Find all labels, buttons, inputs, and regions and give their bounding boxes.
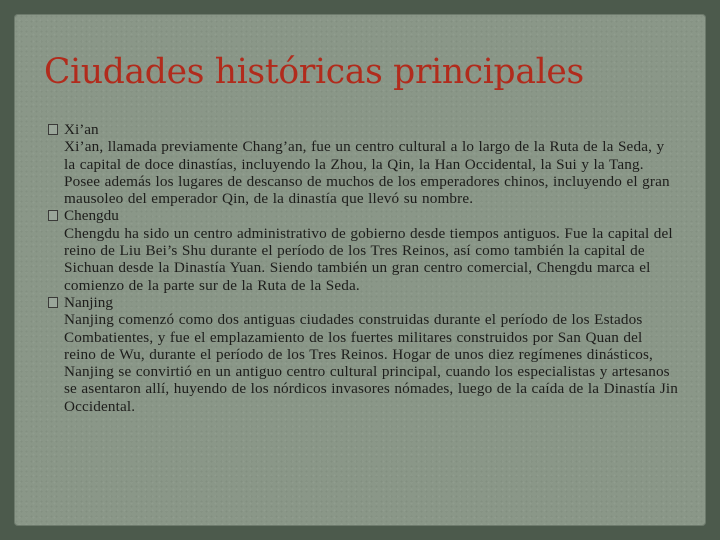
item-text: Chengdu ha sido un centro administrativo de gobierno desde tiempos antiguos. Fue la capital del reino de Liu Bei’s Shu durante el período de los Tres Reinos, así como también la capital de Sichuan desde la Dinastía Yuan. Siendo también un gran centro comercial, Chengdu marca el comienzo de la parte sur de la Ruta de la Seda. (64, 224, 673, 294)
bullet-list (48, 121, 678, 415)
item-heading: Xi’an (64, 121, 99, 138)
list-item-chengdu (48, 207, 678, 293)
square-bullet-icon (48, 124, 58, 135)
square-bullet-icon (48, 210, 58, 221)
item-heading: Nanjing (64, 293, 113, 311)
item-text: Xi’an, llamada previamente Chang’an, fue un centro cultural a lo largo de la Ruta de la Seda, y la capital de doce dinastías, incluyendo la Zhou, la Qin, la Han Occidental, la Sui y la Tang. Posee además los lugares de descanso de muchos de los emperadores chinos, incluyendo el gran mausoleo del emperador Qin, de la dinastía que llevó su nombre. (64, 138, 670, 208)
list-item-xian (48, 121, 678, 207)
slide-title: Ciudades históricas principales (44, 52, 584, 92)
item-text: Nanjing comenzó como dos antiguas ciudades construidas durante el período de los Estados Combatientes, y fue el emplazamiento de los fuertes militares construidos por San Quan del reino de Wu, durante el período de los Tres Reinos. Hogar de unos diez regímenes dinásticos, Nanjing se convirtió en un antiguo centro cultural principal, cuando los especialistas y artesanos se asentaron allí, huyendo de los nórdicos invasores nómades, luego de la caída de la Dinastía Jin Occidental. (64, 311, 679, 415)
square-bullet-icon (48, 297, 58, 308)
item-heading: Chengdu (64, 207, 119, 225)
list-item-nanjing (48, 294, 678, 415)
